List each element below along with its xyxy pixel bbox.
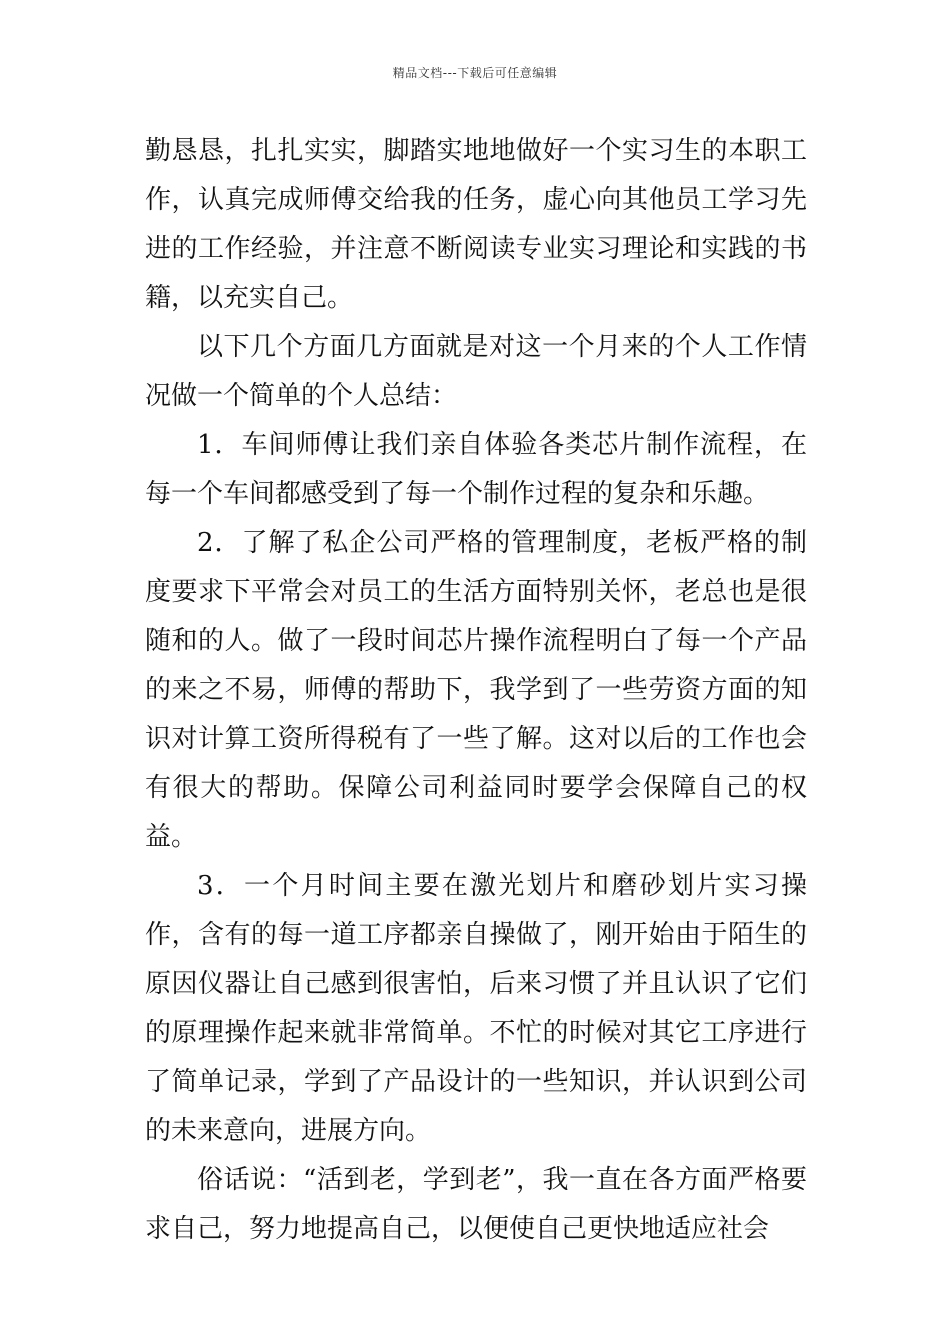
document-body	[145, 127, 807, 1254]
paragraph-5: 3．一个月时间主要在激光划片和磨砂划片实习操作，含有的每一道工序都亲自操做了，刚开始由于陌生的原因仪器让自己感到很害怕，后来习惯了并且认识了它们的原理操作起来就非常简单。不忙的时候对其它工序进行了简单记录，学到了产品设计的一些知识，并认识到公司的未来意向，进展方向。	[145, 871, 807, 1146]
paragraph-6: 俗话说：“活到老，学到老”，我一直在各方面严格要求自己，努力地提高自己，以便使自己更快地适应社会	[145, 1165, 807, 1244]
paragraph-4: 2．了解了私企公司严格的管理制度，老板严格的制度要求下平常会对员工的生活方面特别关怀，老总也是很随和的人。做了一段时间芯片操作流程明白了每一个产品的来之不易，师傅的帮助下，我学到了一些劳资方面的知识对计算工资所得税有了一些了解。这对以后的工作也会有很大的帮助。保障公司利益同时要学会保障自己的权益。	[145, 528, 807, 852]
page-header: 精品文档---下载后可任意编辑	[392, 66, 558, 80]
paragraph-2: 以下几个方面几方面就是对这一个月来的个人工作情况做一个简单的个人总结：	[145, 332, 807, 411]
paragraph-3: 1．车间师傅让我们亲自体验各类芯片制作流程，在每一个车间都感受到了每一个制作过程的复杂和乐趣。	[145, 430, 807, 509]
paragraph-1: 勤恳恳，扎扎实实，脚踏实地地做好一个实习生的本职工作，认真完成师傅交给我的任务，虚心向其他员工学习先进的工作经验，并注意不断阅读专业实习理论和实践的书籍，以充实自己。	[145, 136, 807, 313]
